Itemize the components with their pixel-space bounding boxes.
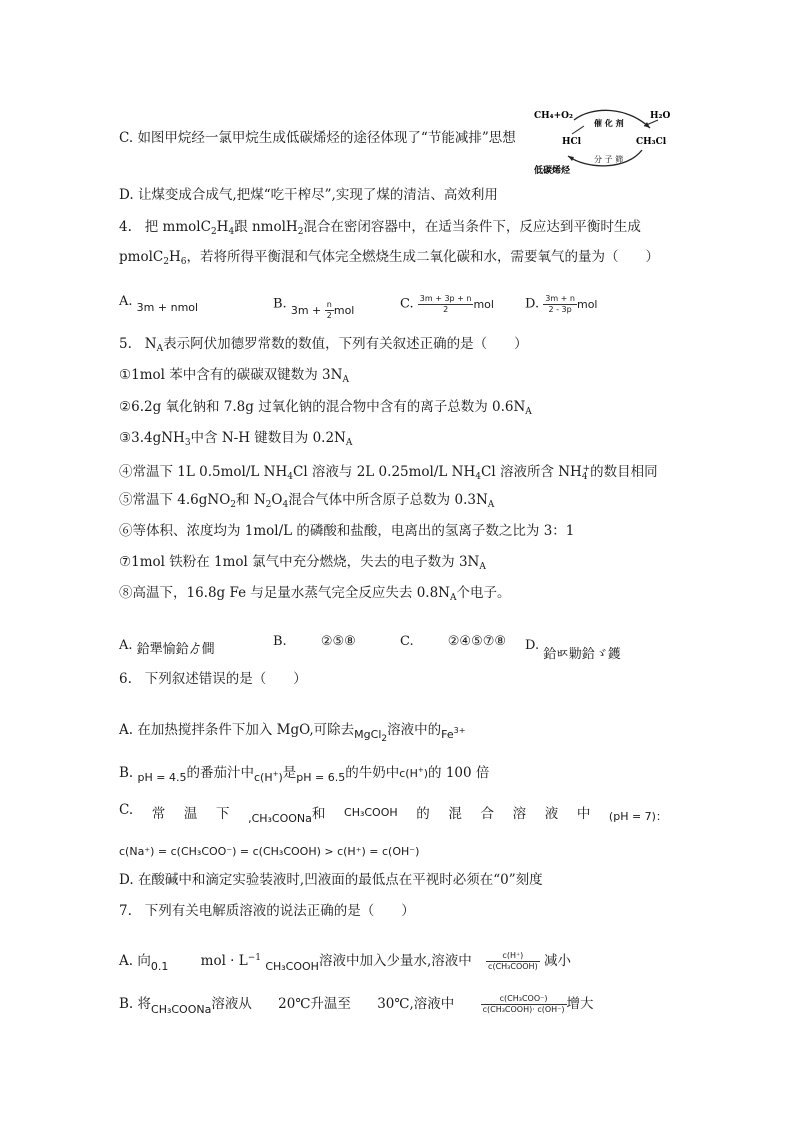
unit: mol · L: [200, 953, 248, 969]
superscript: +: [582, 464, 591, 474]
formula: pH = 4.5: [137, 771, 187, 784]
text: H: [168, 249, 181, 265]
option-label: C.: [119, 802, 134, 818]
text: 的番茄汁中: [186, 765, 254, 781]
text: 的数目相同: [590, 464, 658, 480]
text: 减小: [544, 953, 571, 969]
subscript: 2: [230, 500, 237, 510]
option-c-line: [119, 129, 516, 147]
text: ⑦1mol 铁粉在 1mol 氯气中充分燃烧，失去的电子数为 3N: [119, 554, 480, 570]
formula: 0.1: [150, 960, 169, 973]
q4-option-b[interactable]: [273, 294, 355, 320]
fraction-numerator: 3m + 3p + n: [419, 294, 472, 303]
text: 混合气体中所含原子总数为 0.3N: [288, 492, 488, 508]
subscript: 3: [184, 438, 191, 448]
unit: mol: [333, 303, 355, 317]
q5-statement-7: [119, 553, 486, 576]
formula: CH₃COOH: [265, 960, 319, 973]
text: 下列叙述错误的是（ ）: [144, 671, 307, 687]
text: ③3.4gNH: [119, 430, 185, 446]
word: 中: [576, 806, 591, 822]
q4-stem-line2: [119, 248, 659, 271]
text: ①1mol 苯中含有的碳碳双键数为 3N: [119, 367, 343, 383]
option-value: 鉿ㅶ勦鉿ゞ鑊: [543, 647, 621, 662]
option-label: B.: [273, 296, 287, 312]
q5-statement-1: [119, 366, 349, 389]
option-label: C.: [400, 634, 414, 649]
formula: c(H: [253, 771, 273, 784]
arrow-hcl: [572, 126, 584, 134]
formula: MgCl: [354, 728, 382, 741]
sieve-label: 分 子 筛: [594, 155, 624, 164]
subscript: 2: [163, 257, 169, 267]
q5-statement-8: [119, 584, 510, 607]
subscript: 2: [265, 500, 272, 510]
text: O: [271, 492, 283, 508]
text: pmolC: [119, 249, 164, 265]
question-number: 7.: [119, 903, 132, 919]
q5-statement-3: [119, 429, 352, 452]
q5-statement-6: [119, 522, 574, 540]
option-label: A.: [119, 638, 133, 653]
text: 20℃升温至: [278, 996, 351, 1012]
q4-option-c[interactable]: [400, 294, 494, 315]
word: 温: [183, 806, 198, 822]
q6-option-c[interactable]: [119, 802, 667, 825]
q5-option-a[interactable]: [119, 634, 215, 657]
catalyst-label: 催 化 剂: [594, 119, 624, 128]
subscript: A: [156, 344, 164, 354]
q7-stem: [119, 902, 415, 920]
formula: Fe: [441, 728, 454, 741]
q5-statement-5: [119, 491, 494, 514]
q4-option-a[interactable]: [119, 294, 199, 314]
option-text: 让煤变成合成气,把煤“吃干榨尽”,实现了煤的清洁、高效利用: [137, 187, 498, 203]
fraction-numerator: c(H⁺): [486, 951, 540, 962]
q7-option-a[interactable]: [119, 949, 571, 972]
formula: (pH = 7)：: [608, 810, 667, 823]
formula: pH = 6.5: [296, 771, 346, 784]
subscript: A: [342, 375, 349, 385]
question-number: 5.: [119, 336, 132, 352]
option-label: D.: [119, 187, 134, 203]
option-text: 如图甲烷经一氯甲烷生成低碳烯烃的途径体现了“节能减排”思想: [137, 130, 516, 146]
text: 的牛奶中: [345, 765, 400, 781]
word: 液: [544, 806, 559, 822]
q5-statement-4: [119, 460, 658, 486]
text: ②6.2g 氧化钠和 7.8g 过氧化钠的混合物中含有的离子总数为 0.6N: [119, 399, 526, 415]
q5-stem: [119, 335, 528, 358]
text: 中含 N-H 键数目为 0.2N: [190, 430, 346, 446]
superscript: 3+: [453, 726, 466, 735]
superscript: −1: [247, 953, 262, 963]
word: 合: [480, 806, 494, 822]
q5-option-b[interactable]: [273, 634, 356, 649]
text: 在加热搅拌条件下加入 MgO,可除去: [137, 722, 355, 738]
subscript: A: [525, 407, 532, 417]
subscript: 2: [210, 227, 217, 237]
subscript: 4: [228, 227, 235, 237]
text: N: [144, 336, 157, 352]
q4-stem-line1: [119, 218, 641, 241]
text: 溶液中加入少量水,溶液中: [318, 953, 472, 969]
fraction-denominator: 2: [326, 311, 332, 320]
q6-stem: [119, 670, 307, 688]
option-label: B.: [273, 634, 287, 649]
q5-option-c[interactable]: [400, 634, 506, 649]
text: 混合在密闭容器中，在适当条件下，反应达到平衡时生成: [303, 219, 641, 235]
fraction-denominator: c(CH₃COOH): [488, 962, 538, 971]
subscript: 4: [287, 472, 293, 482]
option-value: 3m + nmol: [136, 301, 199, 314]
q5-statement-2: [119, 398, 532, 421]
superscript: +: [272, 770, 279, 778]
text: ④常温下 1L 0.5mol/L NH: [119, 464, 288, 480]
q6-option-a[interactable]: [119, 718, 465, 744]
text: Cl 溶液所含 NH: [481, 464, 582, 480]
q4-option-d[interactable]: [525, 294, 598, 315]
fraction-numerator: 3m + n: [545, 294, 575, 303]
text: 向: [137, 953, 151, 969]
option-label: D.: [119, 872, 134, 888]
hcl-label: HCl: [562, 137, 582, 147]
text: 将: [137, 996, 152, 1012]
text: Cl 溶液与 2L 0.25mol/L NH: [292, 464, 476, 480]
superscript: +: [417, 766, 424, 774]
formula: c(H: [399, 767, 418, 780]
subscript: A: [479, 562, 486, 572]
methane-diagram: [532, 104, 682, 176]
unit: mol: [576, 297, 598, 311]
formula: CH₃COONa: [151, 1003, 212, 1016]
subscript: 4: [581, 472, 588, 482]
option-label: C.: [400, 296, 414, 312]
text: 是: [282, 765, 297, 781]
q5-option-d[interactable]: [525, 634, 621, 662]
subscript: A: [449, 593, 457, 603]
q7-option-b[interactable]: [119, 994, 594, 1015]
word: 常: [151, 806, 166, 822]
question-number: 4.: [119, 219, 132, 235]
subscript: A: [487, 500, 495, 510]
option-label: C.: [119, 130, 134, 146]
text: ，若将所得平衡混和气体完全燃烧生成二氧化碳和水，需要氧气的量为（ ）: [186, 249, 659, 265]
text: ⑥等体积、浓度均为 1mol/L 的磷酸和盐酸，电离出的氢离子数之比为 3：1: [119, 523, 575, 539]
text: 和 N: [236, 492, 266, 508]
subscript: 2: [297, 227, 304, 237]
option-value: 鉿犟愉鉿ゟ僴: [136, 642, 215, 657]
text: ⑤常温下 4.6gNO: [119, 492, 231, 508]
subscript: 6: [180, 257, 187, 267]
option-d-line: [119, 186, 498, 204]
q6-option-b[interactable]: B. $_{pH = 4.5}$的番茄汁中$_{c(H^+)}$是$_{pH = 6.5}$的牛奶中c(H+)的 100 倍: [119, 765, 490, 784]
fraction-numerator: c(CH₃COO⁻): [481, 994, 567, 1005]
subscript: 4: [475, 472, 481, 482]
option-value: ②④⑤⑦⑧: [447, 634, 507, 649]
fraction-denominator: 2: [443, 305, 449, 314]
unit: mol: [473, 297, 494, 311]
q6-option-d[interactable]: [119, 871, 543, 889]
fraction-denominator: c(CH₃COOH)· c(OH⁻): [482, 1005, 565, 1014]
text: H: [216, 219, 229, 235]
text: 把 mmolC: [144, 219, 211, 235]
text: 增大: [566, 996, 594, 1012]
subscript: 4: [282, 500, 289, 510]
text: ⑧高温下，16.8g Fe 与足量水蒸气完全反应失去 0.8N: [119, 585, 450, 601]
fraction-denominator: 2 - 3p: [548, 305, 572, 314]
text: 的 100 倍: [428, 765, 490, 781]
subscript: 2: [381, 734, 388, 744]
text: 表示阿伏加德罗常数的数值，下列有关叙述正确的是（ ）: [163, 336, 528, 352]
option-label: A.: [119, 722, 134, 738]
text: 个电子。: [456, 585, 511, 601]
option-value: 3m +: [290, 303, 325, 317]
h2o-label: H₂O: [650, 111, 671, 121]
ch4o2-label: CH₄+O₂: [534, 111, 573, 121]
text: 和: [311, 806, 326, 822]
text: 在酸碱中和滴定实验装液时,凹液面的最低点在平视时必须在“0”刻度: [137, 872, 543, 888]
text: 下列有关电解质溶液的说法正确的是（ ）: [144, 903, 415, 919]
q6-option-c-equation: c(Na⁺) = c(CH₃COO⁻) = c(CH₃COOH) > c(H⁺) = c(OH⁻): [119, 845, 420, 858]
text: 跟 nmolH: [234, 219, 298, 235]
option-label: D.: [525, 638, 540, 653]
option-label: D.: [525, 296, 540, 312]
ch3cl-label: CH₃Cl: [636, 137, 667, 147]
formula: ,CH₃COONa: [248, 812, 312, 825]
text: 溶液中的: [387, 722, 442, 738]
word: 溶: [512, 806, 527, 822]
option-label: B.: [119, 765, 134, 781]
option-label: A.: [119, 953, 134, 969]
subscript: A: [345, 438, 353, 448]
fraction-numerator: n: [325, 300, 334, 311]
option-value: ②⑤⑧: [320, 634, 356, 649]
option-label: A.: [119, 294, 133, 309]
option-label: B.: [119, 996, 134, 1012]
word: 下: [215, 806, 230, 822]
formula: CH₃COOH: [344, 806, 398, 819]
olefin-label: 低碳烯烃: [534, 166, 571, 176]
word: 的: [416, 806, 430, 822]
word: 混: [448, 806, 462, 822]
question-number: 6.: [119, 671, 132, 687]
text: 30℃,溶液中: [377, 996, 455, 1012]
text: 溶液从: [211, 996, 252, 1012]
arrow-bottom-head: [568, 156, 574, 161]
